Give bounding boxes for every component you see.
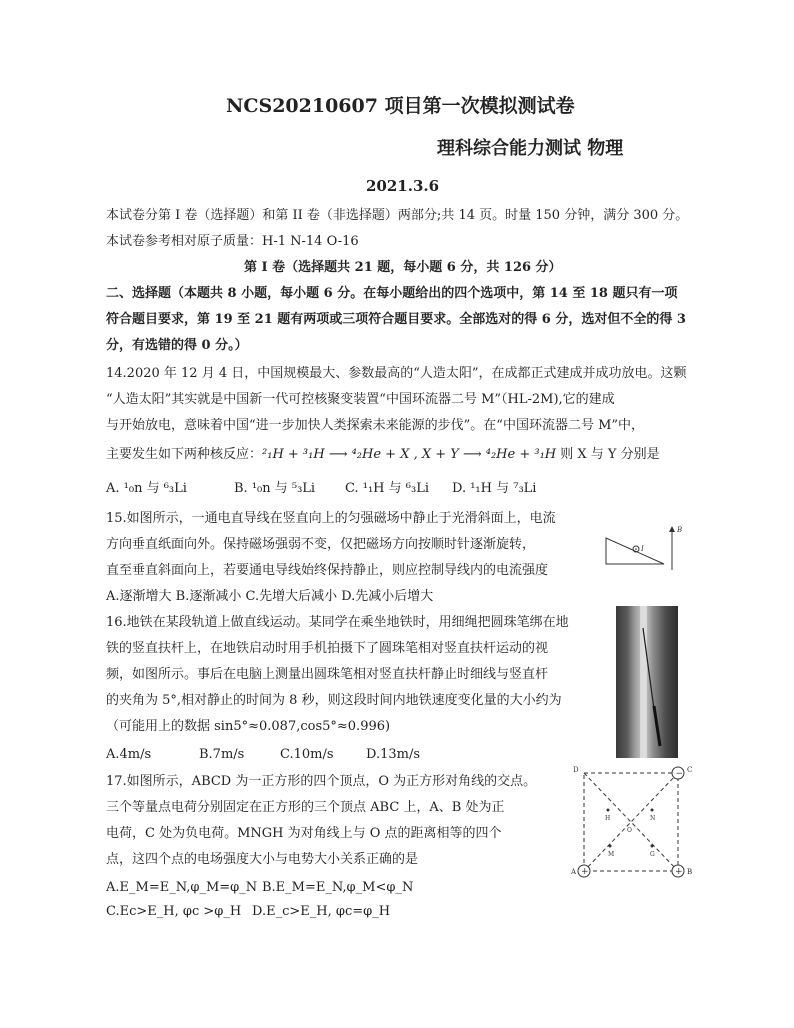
q16-line-5: （可能用上的数据 sin5°≈0.087,cos5°≈0.996) bbox=[106, 719, 391, 734]
q17-line-1: 17.如图所示，ABCD 为一正方形的四个顶点，O 为正方形对角线的交点。 bbox=[106, 774, 537, 789]
q17-option-b: B.E_M=E_N,φ_M<φ_N bbox=[262, 880, 414, 895]
q14-line-4-suffix: 则 X 与 Y 分别是 bbox=[560, 447, 660, 462]
current-label: I bbox=[641, 545, 644, 553]
exam-title: NCS20210607 项目第一次模拟测试卷 bbox=[226, 95, 575, 117]
q14-line-2: “人造太阳”其实就是中国新一代可控核聚变装置“中国环流器二号 M”（HL-2M),它的建成 bbox=[106, 392, 615, 407]
label-o: O bbox=[627, 827, 632, 834]
q14-reaction: ²₁H + ³₁H ⟶ ⁴₂He + X , X + Y ⟶ ⁴₂He + ³₁H bbox=[262, 447, 557, 462]
q15-line-3: 直至垂直斜面向上，若要通电导线始终保持静止，则应控制导线内的电流强度 bbox=[106, 563, 549, 578]
q16-option-b: B.7m/s bbox=[199, 747, 245, 762]
q17-option-d: D.E_c>E_H, φc=φ_H bbox=[252, 904, 391, 919]
q15-line-1: 15.如图所示，一通电直导线在竖直向上的匀强磁场中静止于光滑斜面上，电流 bbox=[106, 511, 556, 526]
q17-line-3: 电荷，C 处为负电荷。MNGH 为对角线上与 O 点的距离相等的四个 bbox=[106, 826, 502, 841]
q17-line-2: 三个等量点电荷分别固定在正方形的三个顶点 ABC 上，A、B 处为正 bbox=[106, 800, 505, 815]
pen bbox=[654, 706, 660, 746]
q16-option-c: C.10m/s bbox=[280, 747, 334, 762]
label-b: B bbox=[687, 868, 693, 876]
q17-option-a: A.E_M=E_N,φ_M=φ_N bbox=[106, 880, 258, 895]
intro-line-1: 本试卷分第 I 卷（选择题）和第 II 卷（非选择题）两部分;共 14 页。时量 150 分钟，满分 300 分。 bbox=[106, 208, 689, 223]
section-heading: 第 I 卷（选择题共 21 题，每小题 6 分，共 126 分） bbox=[244, 260, 562, 275]
field-arrowhead bbox=[669, 526, 675, 532]
charge-c-sign: − bbox=[675, 769, 684, 779]
section-instruction-1: 二、选择题（本题共 8 小题，每小题 6 分。在每小题给出的四个选项中，第 14 至 18 题只有一项 bbox=[106, 286, 678, 301]
q14-option-d: D. ¹₁H 与 ⁷₃Li bbox=[452, 481, 537, 496]
q17-option-c: C.Ec>E_H, φc >φ_H bbox=[106, 904, 242, 919]
exam-subtitle: 理科综合能力测试 物理 bbox=[437, 138, 624, 159]
wire-dot bbox=[635, 548, 637, 550]
q14-option-b: B. ¹₀n 与 ⁵₃Li bbox=[234, 481, 316, 496]
intro-line-2: 本试卷参考相对原子质量：H-1 N-14 O-16 bbox=[106, 234, 359, 249]
label-c: C bbox=[687, 766, 693, 774]
label-m: M bbox=[608, 851, 615, 858]
label-d: D bbox=[573, 766, 579, 774]
incline-triangle bbox=[606, 538, 664, 564]
pole-pen-sketch bbox=[616, 606, 678, 758]
q17-line-4: 点，这四个点的电场强度大小与电势大小关系正确的是 bbox=[106, 852, 419, 867]
label-g: G bbox=[650, 851, 655, 858]
q16-line-4: 的夹角为 5°,相对静止的时间为 8 秒，则这段时间内地铁速度变化量的大小约为 bbox=[106, 693, 562, 708]
point-n bbox=[651, 809, 654, 812]
exam-date: 2021.3.6 bbox=[366, 177, 440, 195]
q16-option-a: A.4m/s bbox=[106, 747, 152, 762]
label-h: H bbox=[605, 815, 611, 822]
label-n: N bbox=[650, 815, 656, 822]
point-g bbox=[651, 845, 654, 848]
field-label: B bbox=[677, 526, 683, 534]
label-a: A bbox=[571, 868, 577, 876]
q16-line-2: 铁的竖直扶杆上，在地铁启动时用手机拍摄下了圆珠笔相对竖直扶杆运动的视 bbox=[106, 641, 549, 656]
q14-line-1: 14.2020 年 12 月 4 日，中国规模最大、参数最高的“人造太阳”，在成都正式建成并成功放电。这颗 bbox=[106, 366, 687, 381]
q16-line-3: 频，如图所示。事后在电脑上测量出圆珠笔相对竖直扶杆静止时细线与竖直杆 bbox=[106, 667, 549, 682]
q16-line-1: 16.地铁在某段轨道上做直线运动。某同学在乘坐地铁时，用细绳把圆珠笔绑在地 bbox=[106, 615, 569, 630]
q15-line-2: 方向垂直纸面向外。保持磁场强弱不变，仅把磁场方向按顺时针逐渐旋转， bbox=[106, 537, 536, 552]
q17-square-charges-figure bbox=[568, 760, 698, 886]
q14-option-c: C. ¹₁H 与 ⁶₃Li bbox=[345, 481, 429, 496]
point-h bbox=[607, 809, 610, 812]
charge-b-sign: + bbox=[675, 867, 683, 877]
q16-option-d: D.13m/s bbox=[366, 747, 421, 762]
section-instruction-2: 符合题目要求，第 19 至 21 题有两项或三项符合题目要求。全部选对的得 6 分，选对但不全的得 3 bbox=[106, 312, 686, 327]
q14-line-4-prefix: 主要发生如下两种核反应： bbox=[106, 447, 263, 462]
q15-incline-figure bbox=[602, 524, 694, 574]
q16-subway-pole-photo bbox=[616, 606, 678, 758]
q15-options: A.逐渐增大 B.逐渐减小 C.先增大后减小 D.先减小后增大 bbox=[106, 589, 434, 604]
section-instruction-3: 分，有选错的得 0 分。） bbox=[106, 338, 248, 353]
charge-a-sign: + bbox=[581, 867, 589, 877]
q14-option-a: A. ¹₀n 与 ⁶₃Li bbox=[106, 481, 187, 496]
q14-line-4 bbox=[106, 446, 660, 464]
point-m bbox=[609, 845, 612, 848]
q14-line-3: 与开始放电，意味着中国“进一步加快人类探索未来能源的步伐”。在“中国环流器二号 M”中， bbox=[106, 418, 645, 433]
